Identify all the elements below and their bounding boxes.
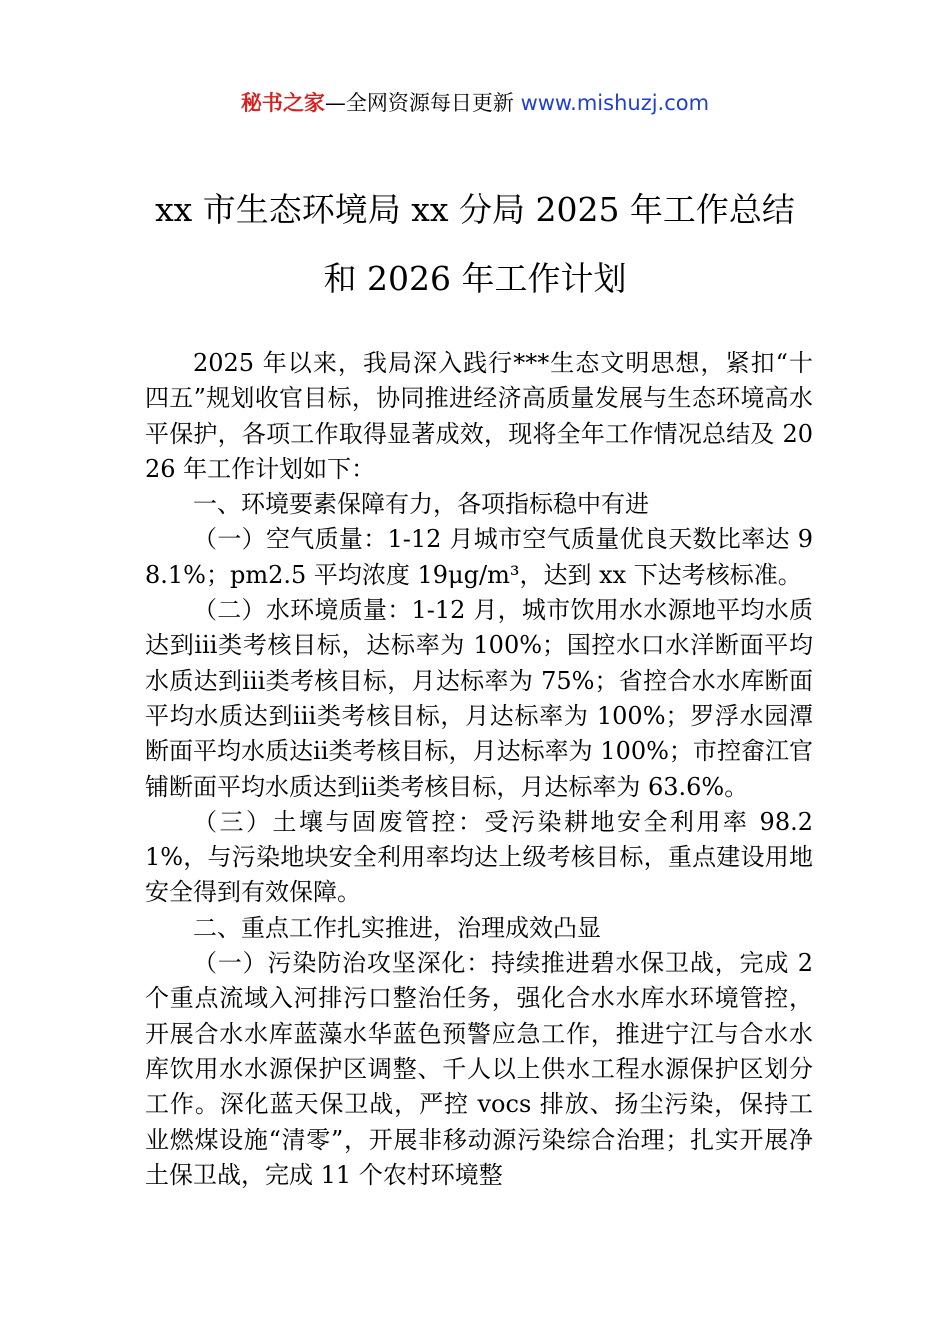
- pollution-control-paragraph: （一）污染防治攻坚深化：持续推进碧水保卫战，完成 2 个重点流域入河排污口整治任务，强化合水水库水环境管控，开展合水水库蓝藻水华蓝色预警应急工作，推进宁江与合水水库饮用水水源保护区调整、千人以上供水工程水源保护区划分工作。深化蓝天保卫战，严控 vocs 排放、扬尘污染，保持工业燃煤设施“清零”，开展非移动源污染综合治理；扎实开展净土保卫战，完成 11 个农村环境整: [145, 949, 813, 1189]
- document-title-line-1: xx 市生态环境局 xx 分局 2025 年工作总结: [155, 190, 795, 229]
- header-tagline: —全网资源每日更新: [324, 91, 521, 115]
- section-heading-2: 二、重点工作扎实推进，治理成效凸显: [193, 913, 601, 942]
- air-quality-paragraph: （一）空气质量：1-12 月城市空气质量优良天数比率达 98.1%；pm2.5 平均浓度 19μg/m³，达到 xx 下达考核标准。: [145, 525, 813, 589]
- brand-name: 秘书之家: [240, 91, 325, 115]
- intro-paragraph: 2025 年以来，我局深入践行***生态文明思想，紧扣“十四五”规划收官目标，协同推进经济高质量发展与生态环境高水平保护，各项工作取得显著成效，现将全年工作情况总结及 2026 年工作计划如下：: [145, 349, 813, 483]
- section-heading-1: 一、环境要素保障有力，各项指标稳中有进: [193, 490, 649, 519]
- document-title-line-2: 和 2026 年工作计划: [323, 259, 627, 298]
- site-url[interactable]: www.mishuzj.com: [520, 91, 710, 115]
- water-quality-paragraph: （二）水环境质量：1-12 月，城市饮用水水源地平均水质达到ⅲ类考核目标，达标率为 100%；国控水口水洋断面平均水质达到ⅲ类考核目标，月达标率为 75%；省控合水水库断面平均水质达到ⅲ类考核目标，月达标率为 100%；罗浮水园潭断面平均水质达ⅱ类考核目标，月达标率为 100%；市控畲江官铺断面平均水质达到ⅱ类考核目标，月达标率为 63.6%。: [145, 596, 813, 801]
- site-header: [0, 88, 950, 118]
- soil-waste-paragraph: （三）土壤与固废管控：受污染耕地安全利用率 98.21%，与污染地块安全利用率均达上级考核目标，重点建设用地安全得到有效保障。: [145, 807, 813, 907]
- document-body: [145, 346, 813, 1193]
